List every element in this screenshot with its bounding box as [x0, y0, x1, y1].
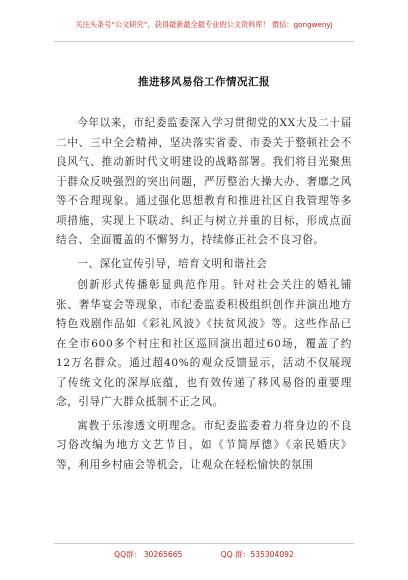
footer-contact: [0, 549, 408, 560]
header-divider: [54, 41, 354, 42]
intro-paragraph: 今年以来，市纪委监委深入学习贯彻党的XX大及二十届二中、三中全会精神，坚决落实省委、市委关于整顿社会不良风气、推动新时代文明建设的战略部署。我们将目光聚焦于群众反映强烈的突出问题，严厉整治大操大办、奢靡之风等不合理现象。通过强化思想教育和推进社区自我管理等多项措施，实现上下联动、纠正与树立并重的目标，形成点面结合、全面覆盖的不懈努力，持续修正社会不良习俗。: [56, 117, 352, 246]
body-paragraph: 寓教于乐渗透文明理念。市纪委监委着力将身边的不良习俗改编为地方文艺节目，如《节简厚德》《亲民婚庆》等，利用乡村庙会等机会，让观众在轻松愉快的氛围: [56, 419, 352, 471]
body-paragraph: 创新形式传播彰显典范作用。针对社会关注的婚礼铺张、奢华宴会等现象，市纪委监委积极组织创作并演出地方特色戏剧作品如《彩礼风波》《扶贫风波》等。这些作品已在全市600多个村庄和社区巡回演出超过60场，覆盖了约12万名群众。通过超40%的观众反馈显示，活动不仅展现了传统文化的深厚底蕴，也有效传递了移风易俗的重要理念，引导广大群众抵制不正之风。: [56, 279, 352, 408]
footer-divider: [54, 543, 354, 544]
document-title: 推进移风易俗工作情况汇报: [138, 76, 270, 88]
document-body: [56, 114, 352, 479]
header-banner: 关注头条号“公文研究”，获得最新最全最专业的公文资料库！ 微信：gongwenyj: [75, 20, 333, 29]
section-heading-1: 一、深化宣传引导，培育文明和谐社会: [77, 257, 268, 270]
qq-group-2: QQ 群：535304092: [220, 550, 294, 559]
qq-group-1: QQ群： 30265665: [114, 550, 183, 559]
